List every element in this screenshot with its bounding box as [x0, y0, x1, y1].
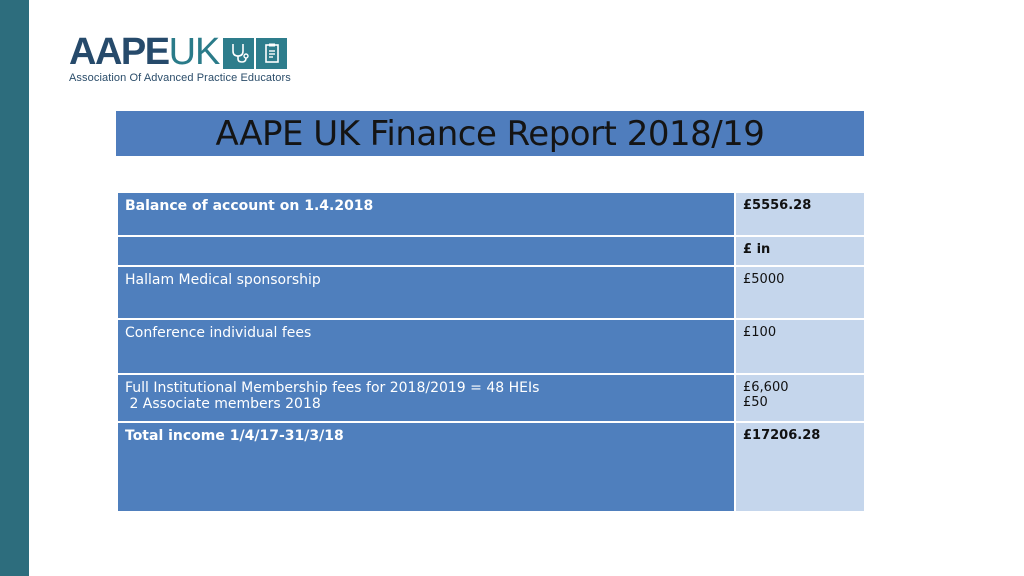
row-label: Hallam Medical sponsorship: [117, 266, 735, 319]
side-accent-bar: [0, 0, 29, 576]
logo-wordmark: AAPEUK: [69, 31, 220, 73]
table-row: [117, 192, 865, 236]
row-label: Total income 1/4/17-31/3/18: [117, 422, 735, 512]
table-row: [117, 422, 865, 512]
row-value: £5000: [735, 266, 865, 319]
table-row: [117, 374, 865, 422]
report-title: AAPE UK Finance Report 2018/19: [215, 113, 765, 154]
row-value: £100: [735, 319, 865, 374]
row-label-line: 2 Associate members 2018: [125, 396, 321, 412]
table-row: [117, 266, 865, 319]
row-value-line: £50: [743, 395, 768, 410]
row-label: Balance of account on 1.4.2018: [117, 192, 735, 236]
row-value: £ in: [735, 236, 865, 266]
finance-table: [116, 191, 866, 513]
row-value: [735, 374, 865, 422]
row-label: [117, 374, 735, 422]
report-title-bar: [116, 111, 864, 156]
table-row: [117, 319, 865, 374]
logo-subtitle: Association Of Advanced Practice Educators: [69, 72, 291, 84]
stethoscope-icon: [223, 38, 254, 69]
row-value-line: £6,600: [743, 380, 789, 395]
clipboard-icon: [256, 38, 287, 69]
aape-uk-logo: [69, 31, 319, 88]
row-label: Conference individual fees: [117, 319, 735, 374]
table-row: [117, 236, 865, 266]
row-value: £5556.28: [735, 192, 865, 236]
row-value: £17206.28: [735, 422, 865, 512]
row-label-line: Full Institutional Membership fees for 2018/2019 = 48 HEIs: [125, 380, 540, 396]
row-label: [117, 236, 735, 266]
